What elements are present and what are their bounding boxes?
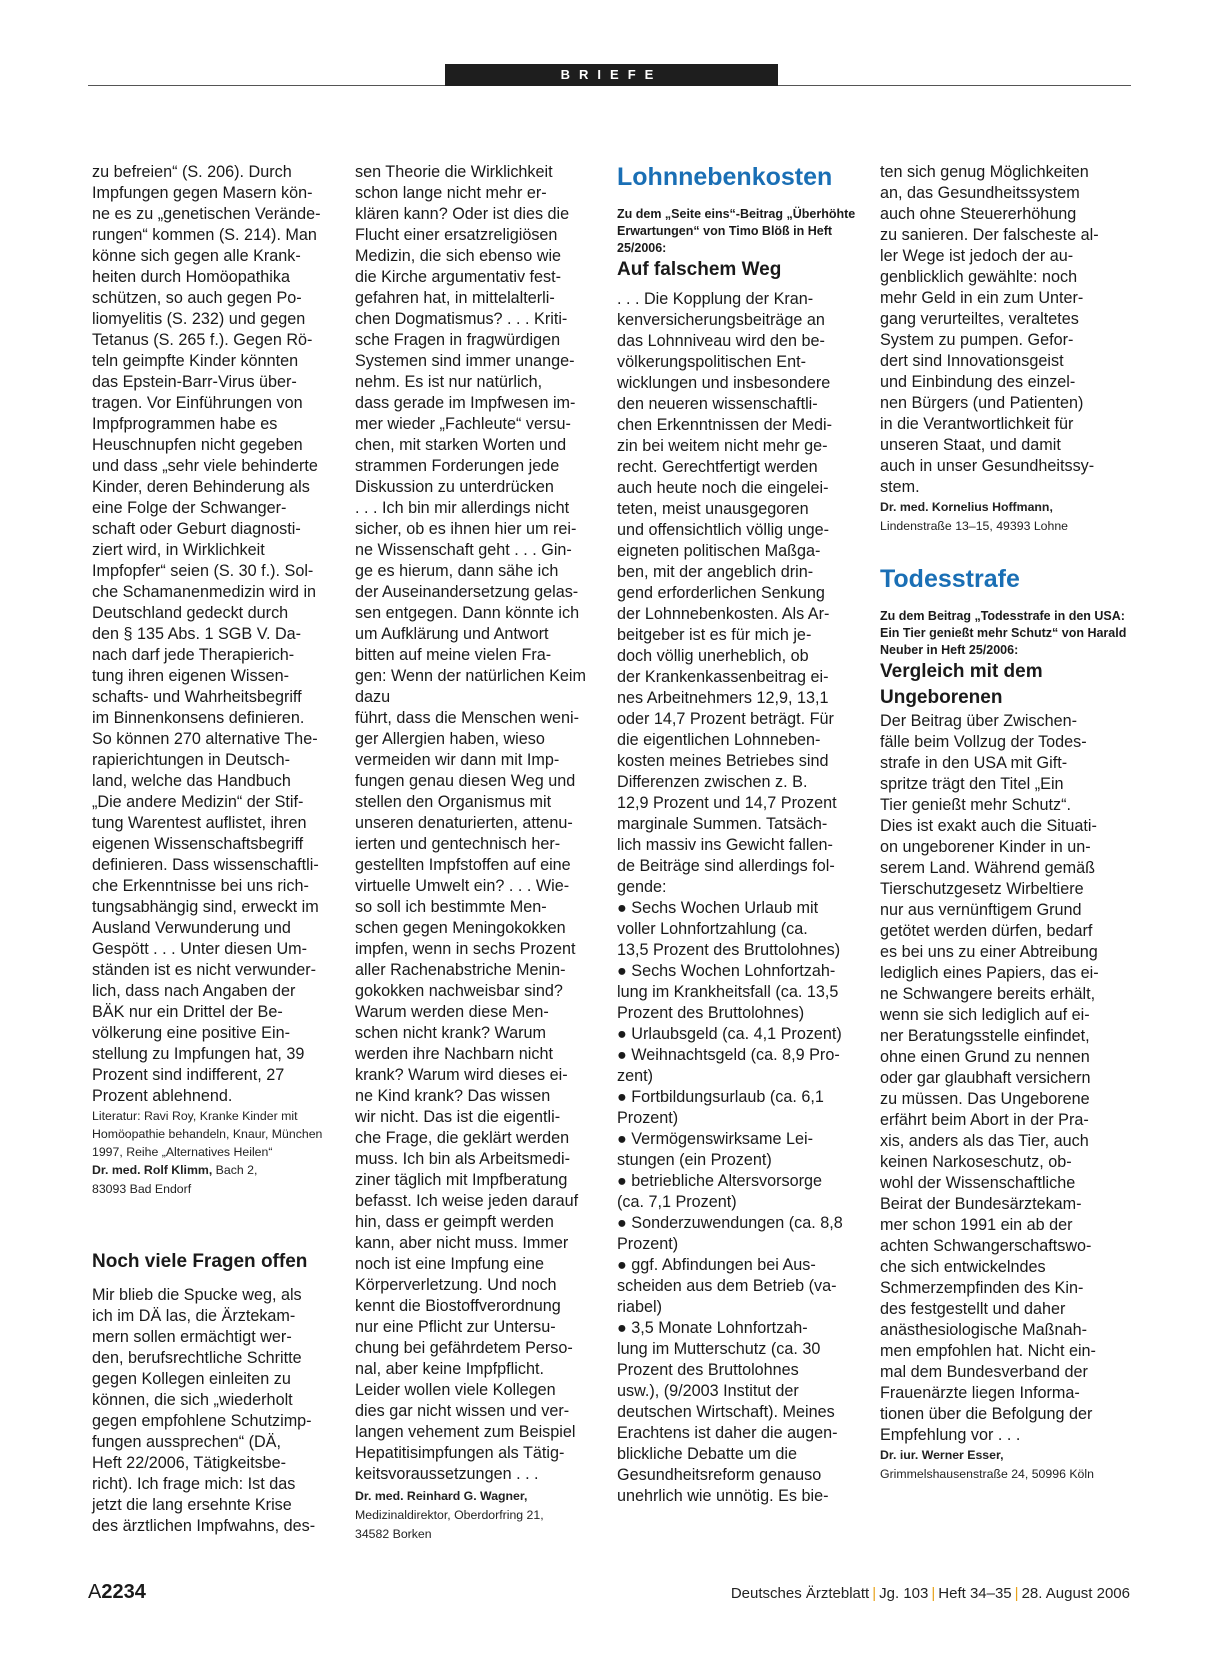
- signature: [355, 1487, 605, 1544]
- journal-date: 28. August 2006: [1021, 1585, 1130, 1602]
- author-address-line2: 34582 Borken: [355, 1527, 432, 1541]
- page-number-value: 2234: [101, 1581, 146, 1603]
- author-name: Dr. med. Rolf Klimm,: [92, 1163, 213, 1177]
- letter-text: zu befreien“ (S. 206). Durch Impfungen gegen Masern kön- ne es zu „genetischen Verände- rungen“ kommen (S. 214). Man könne sich gegen alle Krank- heiten durch Homöopathika schützen, so auch gegen Po- liomyelitis (S. 232) und gegen Tetanus (S. 265 f.). Gegen Rö- teln geimpfte Kinder könnten das Epstein-Barr-Virus über- tragen. Vor Einführungen von Impfprogrammen habe es Heuschnupfen nicht gegeben und dass „sehr viele behinderte Kinder, deren Behinderung als eine Folge der Schwanger- schaft oder Geburt diagnosti- ziert wird, in Wirklichkeit Impfopfer“ seien (S. 30 f.). Sol- che Schamanenmedizin wird in Deutschland gedeckt durch den § 135 Abs. 1 SGB V. Da- nach darf jede Therapierich- tung ihren eigenen Wissen- schafts- und Wahrheitsbegriff im Binnenkonsens definieren. So können 270 alternative The- rapierichtungen in Deutsch- land, welche das Handbuch „Die andere Medizin“ der Stif- tung Warentest auflistet, ihren eigenen Wissenschaftsbegriff definieren. Dass wissenschaftli- che Erkenntnisse bei uns rich- tungsabhängig sind, erweckt im Ausland Verwunderung und Gespött . . . Unter diesen Um- ständen ist es nicht verwunder- lich, dass nach Angaben der BÄK nur ein Drittel der Be- völkerung eine positive Ein- stellung zu Impfungen hat, 39 Prozent sind indifferent, 27 Prozent ablehnend.: [92, 163, 321, 1105]
- journal-issue: Heft 34–35: [938, 1585, 1012, 1602]
- list-item: ● Fortbildungsurlaub (ca. 6,1 Prozent): [617, 1088, 824, 1127]
- section-title: Todesstrafe: [880, 565, 1020, 593]
- letter-subhead: Noch viele Fragen offen: [92, 1251, 308, 1272]
- list-item: ● Sechs Wochen Urlaub mit voller Lohnfortzahlung (ca. 13,5 Prozent des Bruttolohnes): [617, 899, 841, 959]
- journal-name: Deutsches Ärzteblatt: [730, 1585, 870, 1602]
- page-number: [88, 1580, 146, 1604]
- author-address: Medizinaldirektor, Oberdorfring 21,: [355, 1508, 544, 1522]
- section-label: BRIEFE: [445, 64, 778, 86]
- list-item: ● Sechs Wochen Lohnfortzah- lung im Krankheitsfall (ca. 13,5 Prozent des Bruttolohnes): [617, 962, 839, 1022]
- column-1: [92, 162, 342, 1537]
- list-item: ● Urlaubsgeld (ca. 4,1 Prozent): [617, 1025, 842, 1043]
- column-2: [355, 162, 605, 1544]
- signature: [880, 1446, 1132, 1484]
- signature: [92, 1161, 342, 1199]
- letter-text: Der Beitrag über Zwischen- fälle beim Vollzug der Todes- strafe in den USA mit Gift- spritze trägt den Titel „Ein Tier genießt mehr Schutz“. Dies ist exakt auch die Situati- on ungeborener Kinder in un- serem Land. Während gemäß Tierschutzgesetz Wirbeltiere nur aus vernünftigem Grund getötet werden dürfen, bedarf es bei uns zu einer Abtreibung lediglich eines Papiers, das ei- ne Schwangere bereits erhält, wenn sie sich lediglich auf ei- ner Beratungsstelle einfindet, ohne einen Grund zu nennen oder gar glaubhaft versichern zu müssen. Das Ungeborene erfährt beim Abort in der Pra- xis, anders als das Tier, auch keinen Narkoseschutz, ob- wohl der Wissenschaftliche Beirat der Bundesärztekam- mer schon 1991 ein ab der achten Schwangerschaftswo- che sich entwickelndes Schmerzempfinden des Kin- des festgestellt und daher anästhesiologische Maßnah- men empfohlen hat. Nicht ein- mal dem Bundesverband der Frauenärzte liegen Informa- tionen über die Befolgung der Empfehlung vor . . .: [880, 712, 1099, 1444]
- column-4: [880, 162, 1132, 1484]
- letter-subhead: Auf falschem Weg: [617, 259, 782, 280]
- author-address-line2: 83093 Bad Endorf: [92, 1182, 192, 1196]
- article-reference: Zu dem Beitrag „Todesstrafe in den USA: Ein Tier genießt mehr Schutz“ von Harald Neuber in Heft 25/2006:: [880, 609, 1127, 657]
- author-address: Grimmelshausenstraße 24, 50996 Köln: [880, 1467, 1094, 1481]
- signature: [880, 498, 1132, 536]
- author-address: Bach 2,: [212, 1163, 258, 1177]
- author-address: Lindenstraße 13–15, 49393 Lohne: [880, 519, 1069, 533]
- letter-text: . . . Die Kopplung der Kran- kenversicherungsbeiträge an das Lohnniveau wird den be- völkerungspolitischen Ent- wicklungen und insbesondere den neueren wissenschaftli- chen Erkenntnissen der Medi- zin bei weitem nicht mehr ge- recht. Gerechtfertigt werden auch heute noch die eingelei- teten, meist unausgegoren und offensichtlich völlig unge- eigneten politischen Maßga- ben, mit der angeblich drin- gend erforderlichen Senkung der Lohnnebenkosten. Als Ar- beitgeber ist es für mich je- doch völlig unerheblich, ob der Krankenkassenbeitrag ei- nes Arbeitnehmers 12,9, 13,1 oder 14,7 Prozent beträgt. Für die eigentlichen Lohnneben- kosten meines Betriebes sind Differenzen zwischen z. B. 12,9 Prozent und 14,7 Prozent marginale Summen. Tatsäch- lich massiv ins Gewicht fallen- de Beiträge sind allerdings fol- gende:: [617, 290, 837, 896]
- list-item: ● Vermögenswirksame Lei- stungen (ein Prozent): [617, 1130, 814, 1169]
- literature-note: Literatur: Ravi Roy, Kranke Kinder mit Homöopathie behandeln, Knaur, München 1997, Reihe „Alternatives Heilen“: [92, 1109, 323, 1159]
- letter-text: Mir blieb die Spucke weg, als ich im DÄ las, die Ärztekam- mern sollen ermächtigt wer- den, berufsrechtliche Schritte gegen Kollegen einleiten zu können, die sich „wiederholt gegen empfohlene Schutzimp- fungen aussprechen“ (DÄ, Heft 22/2006, Tätigkeitsbe- richt). Ich frage mich: Ist das jetzt die lang ersehnte Krise des ärztlichen Impfwahns, des-: [92, 1286, 316, 1535]
- list-item: ● Sonderzuwendungen (ca. 8,8 Prozent): [617, 1214, 843, 1253]
- author-name: Dr. iur. Werner Esser,: [880, 1448, 1004, 1462]
- author-name: Dr. med. Reinhard G. Wagner,: [355, 1489, 528, 1503]
- letter-text: sen Theorie die Wirklichkeit schon lange nicht mehr er- klären kann? Oder ist dies die Flucht einer ersatzreligiösen Medizin, die sich ebenso wie die Kirche argumentativ fest- gefahren hat, in mittelalterli- chen Dogmatismus? . . . Kriti- sche Fragen in fragwürdigen Systemen sind immer unange- nehm. Es ist nur natürlich, dass gerade im Impfwesen im- mer wieder „Fachleute“ versu- chen, mit starken Worten und strammen Forderungen jede Diskussion zu unterdrücken . . . Ich bin mir allerdings nicht sicher, ob es ihnen hier um rei- ne Wissenschaft geht . . . Gin- ge es hierum, dann sähe ich der Auseinandersetzung gelas- sen entgegen. Dann könnte ich um Aufklärung und Antwort bitten auf meine vielen Fra- gen: Wenn der natürlichen Keim dazu führt, dass die Menschen weni- ger Allergien haben, wieso vermeiden wir dann mit Imp- fungen genau diesen Weg und stellen den Organismus mit unseren denaturierten, attenu- ierten und gentechnisch her- gestellten Impfstoffen auf eine virtuelle Umwelt ein? . . . Wie- so soll ich bestimmte Men- schen gegen Meningokokken impfen, wenn in sechs Prozent aller Rachenabstriche Menin- gokokken nachweisbar sind? Warum werden diese Men- schen nicht krank? Warum werden ihre Nachbarn nicht krank? Warum wird dieses ei- ne Kind krank? Das wissen wir nicht. Das ist die eigentli- che Frage, die geklärt werden muss. Ich bin als Arbeitsmedi- ziner täglich mit Impfberatung befasst. Ich weise jeden darauf hin, dass er geimpft werden kann, aber nicht muss. Immer noch ist eine Impfung eine Körperverletzung. Und noch kennt die Biostoffverordnung nur eine Pflicht zur Untersu- chung bei gefährdetem Perso- nal, aber keine Impfpflicht. Leider wollen viele Kollegen dies gar nicht wissen und ver- langen vehement zum Beispiel Hepatitisimpfungen als Tätig- keitsvoraussetzungen . . .: [355, 163, 586, 1483]
- article-reference: Zu dem „Seite eins“-Beitrag „Überhöhte Erwartungen“ von Timo Blöß in Heft 25/2006:: [617, 207, 856, 255]
- list-item: ● Weihnachtsgeld (ca. 8,9 Pro- zent): [617, 1046, 840, 1085]
- journal-volume: Jg. 103: [879, 1585, 929, 1602]
- page-prefix: A: [88, 1581, 102, 1603]
- list-item: ● ggf. Abfindungen bei Aus- scheiden aus dem Betrieb (va- riabel): [617, 1256, 837, 1316]
- list-item: ● betriebliche Altersvorsorge (ca. 7,1 Prozent): [617, 1172, 823, 1211]
- column-3: [617, 162, 867, 1507]
- letter-text: ten sich genug Möglichkeiten an, das Gesundheitssystem auch ohne Steuererhöhung zu sanieren. Der falscheste al- ler Wege ist jedoch der au- genblicklich gewählte: noch mehr Geld in ein zum Unter- gang verurteiltes, veraltetes System zu pumpen. Gefor- dert sind Innovationsgeist und Einbindung des einzel- nen Bürgers (und Patienten) in die Verantwortlichkeit für unseren Staat, und damit auch in unser Gesundheitssy- stem.: [880, 163, 1099, 496]
- section-title: Lohnnebenkosten: [617, 163, 833, 191]
- list-item: ● 3,5 Monate Lohnfortzah- lung im Mutterschutz (ca. 30 Prozent des Bruttolohnes usw.), (9/2003 Institut der deutschen Wirtschaft). Meines Erachtens ist daher die augen- blickliche Debatte um die Gesundheitsreform genauso unehrlich wie unnötig. Es bie-: [617, 1319, 838, 1505]
- letter-subhead: Vergleich mit dem Ungeborenen: [880, 661, 1043, 708]
- author-name: Dr. med. Kornelius Hoffmann,: [880, 500, 1053, 514]
- journal-info: Deutsches Ärzteblatt | Jg. 103 | Heft 34–35 | 28. August 2006: [730, 1585, 1130, 1602]
